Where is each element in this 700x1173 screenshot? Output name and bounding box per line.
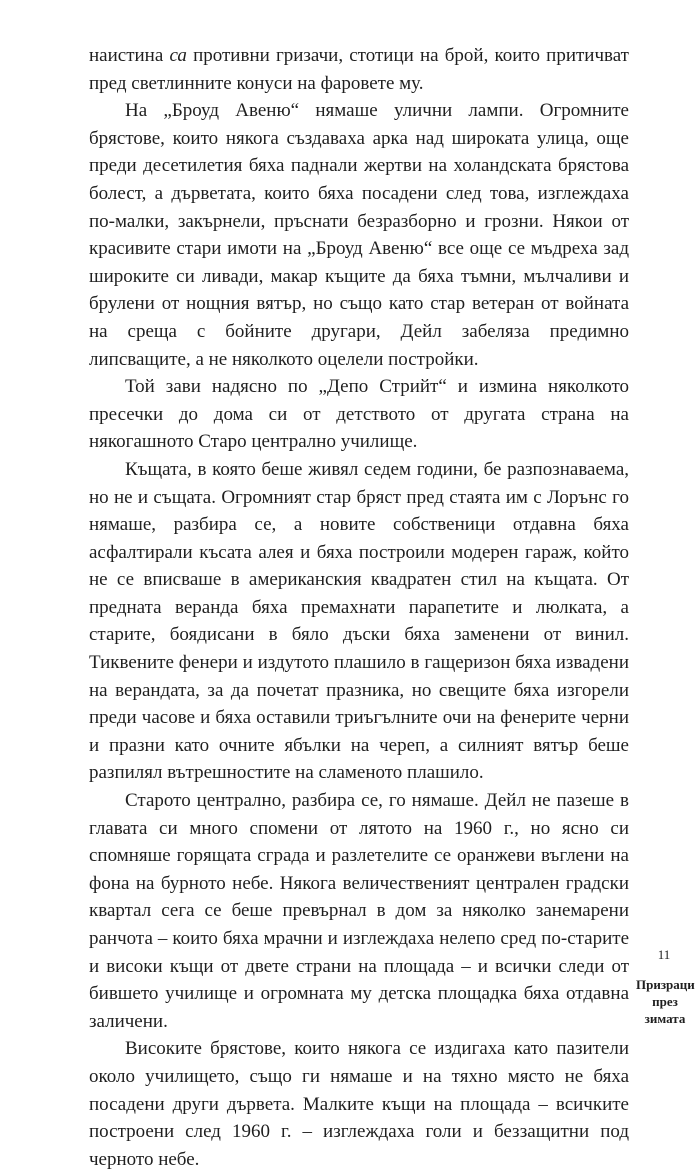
emphasis: са (169, 45, 187, 66)
paragraph-1: наистина са противни гризачи, стотици на брой, които притичват пред светлинните конуси на фаровете му. (89, 45, 629, 94)
paragraph-6: Високите брястове, които някога се издигаха като пазители около училището, също ги нямаше и на тяхно място не бяха посадени други дървета. Малките къщи на площада – всичките построени след 1960 г. – изглеждаха голи и беззащитни под черното небе. (89, 1038, 629, 1170)
paragraph-5: Старото централно, разбира се, го нямаше. Дейл не пазеше в главата си много спомени от лятото на 1960 г., но ясно си спомняше горящата сграда и разлетелите се оранжеви въглени на фона на бурното небе. Някога величественият централен градски квартал сега се беше превърнал в дом за няколко занемарени ранчота – които бяха мрачни и изглеждаха нелепо сред по-старите и високи къщи от двете страни на площада – и всички следи от бившето училище и огромната му детска площадка бяха отдавна заличени. (89, 790, 629, 1032)
running-head-line-1: Призраци (636, 977, 695, 992)
running-head-line-2: през зимата (644, 994, 686, 1026)
paragraph-2: На „Броуд Авеню“ нямаше улични лампи. Огромните брястове, които някога създаваха арка над широката улица, още преди десетилетия бяха паднали жертви на холандската брястова болест, а дърветата, които бяха посадени след това, изглеждаха по-малки, закърнели, пръснати безразборно и грозни. Някои от красивите стари имоти на „Броуд Авеню“ все още се мъдреха зад широките си ливади, макар къщите да бяха тъмни, мълчаливи и брулени от нощния вятър, но също като стар ветеран от войната на среща с бойните другари, Дейл забеляза предимно липсващите, а не няколкото оцелели постройки. (89, 100, 629, 370)
running-head (636, 976, 694, 1027)
body-text (89, 42, 629, 1173)
paragraph-4: Къщата, в която беше живял седем години, бе разпознаваема, но не и същата. Огромният стар бряст пред стаята им с Лорънс го нямаше, разбира се, а новите собственици отдавна бяха асфалтирали късата алея и бяха построили модерен гараж, който не се вписваше в американския квадратен стил на къщата. От предната веранда бяха премахнати парапетите и люлката, а старите, боядисани в бяло дъски бяха заменени от винил. Тиквените фенери и издутото плашило в гащеризон бяха извадени на верандата, за да почетат празника, но свещите бяха изгорели преди часове и бяха оставили триъгълните очи на фенерите черни и празни като очните ябълки на череп, а силният вятър беше разпилял вътрешностите на сламеното плашило. (89, 458, 629, 784)
page-number: 11 (657, 947, 671, 962)
paragraph-3: Той зави надясно по „Депо Стрийт“ и измина няколкото пресечки до дома си от детството от другата страна на някогашното Старо централно училище. (89, 376, 629, 453)
